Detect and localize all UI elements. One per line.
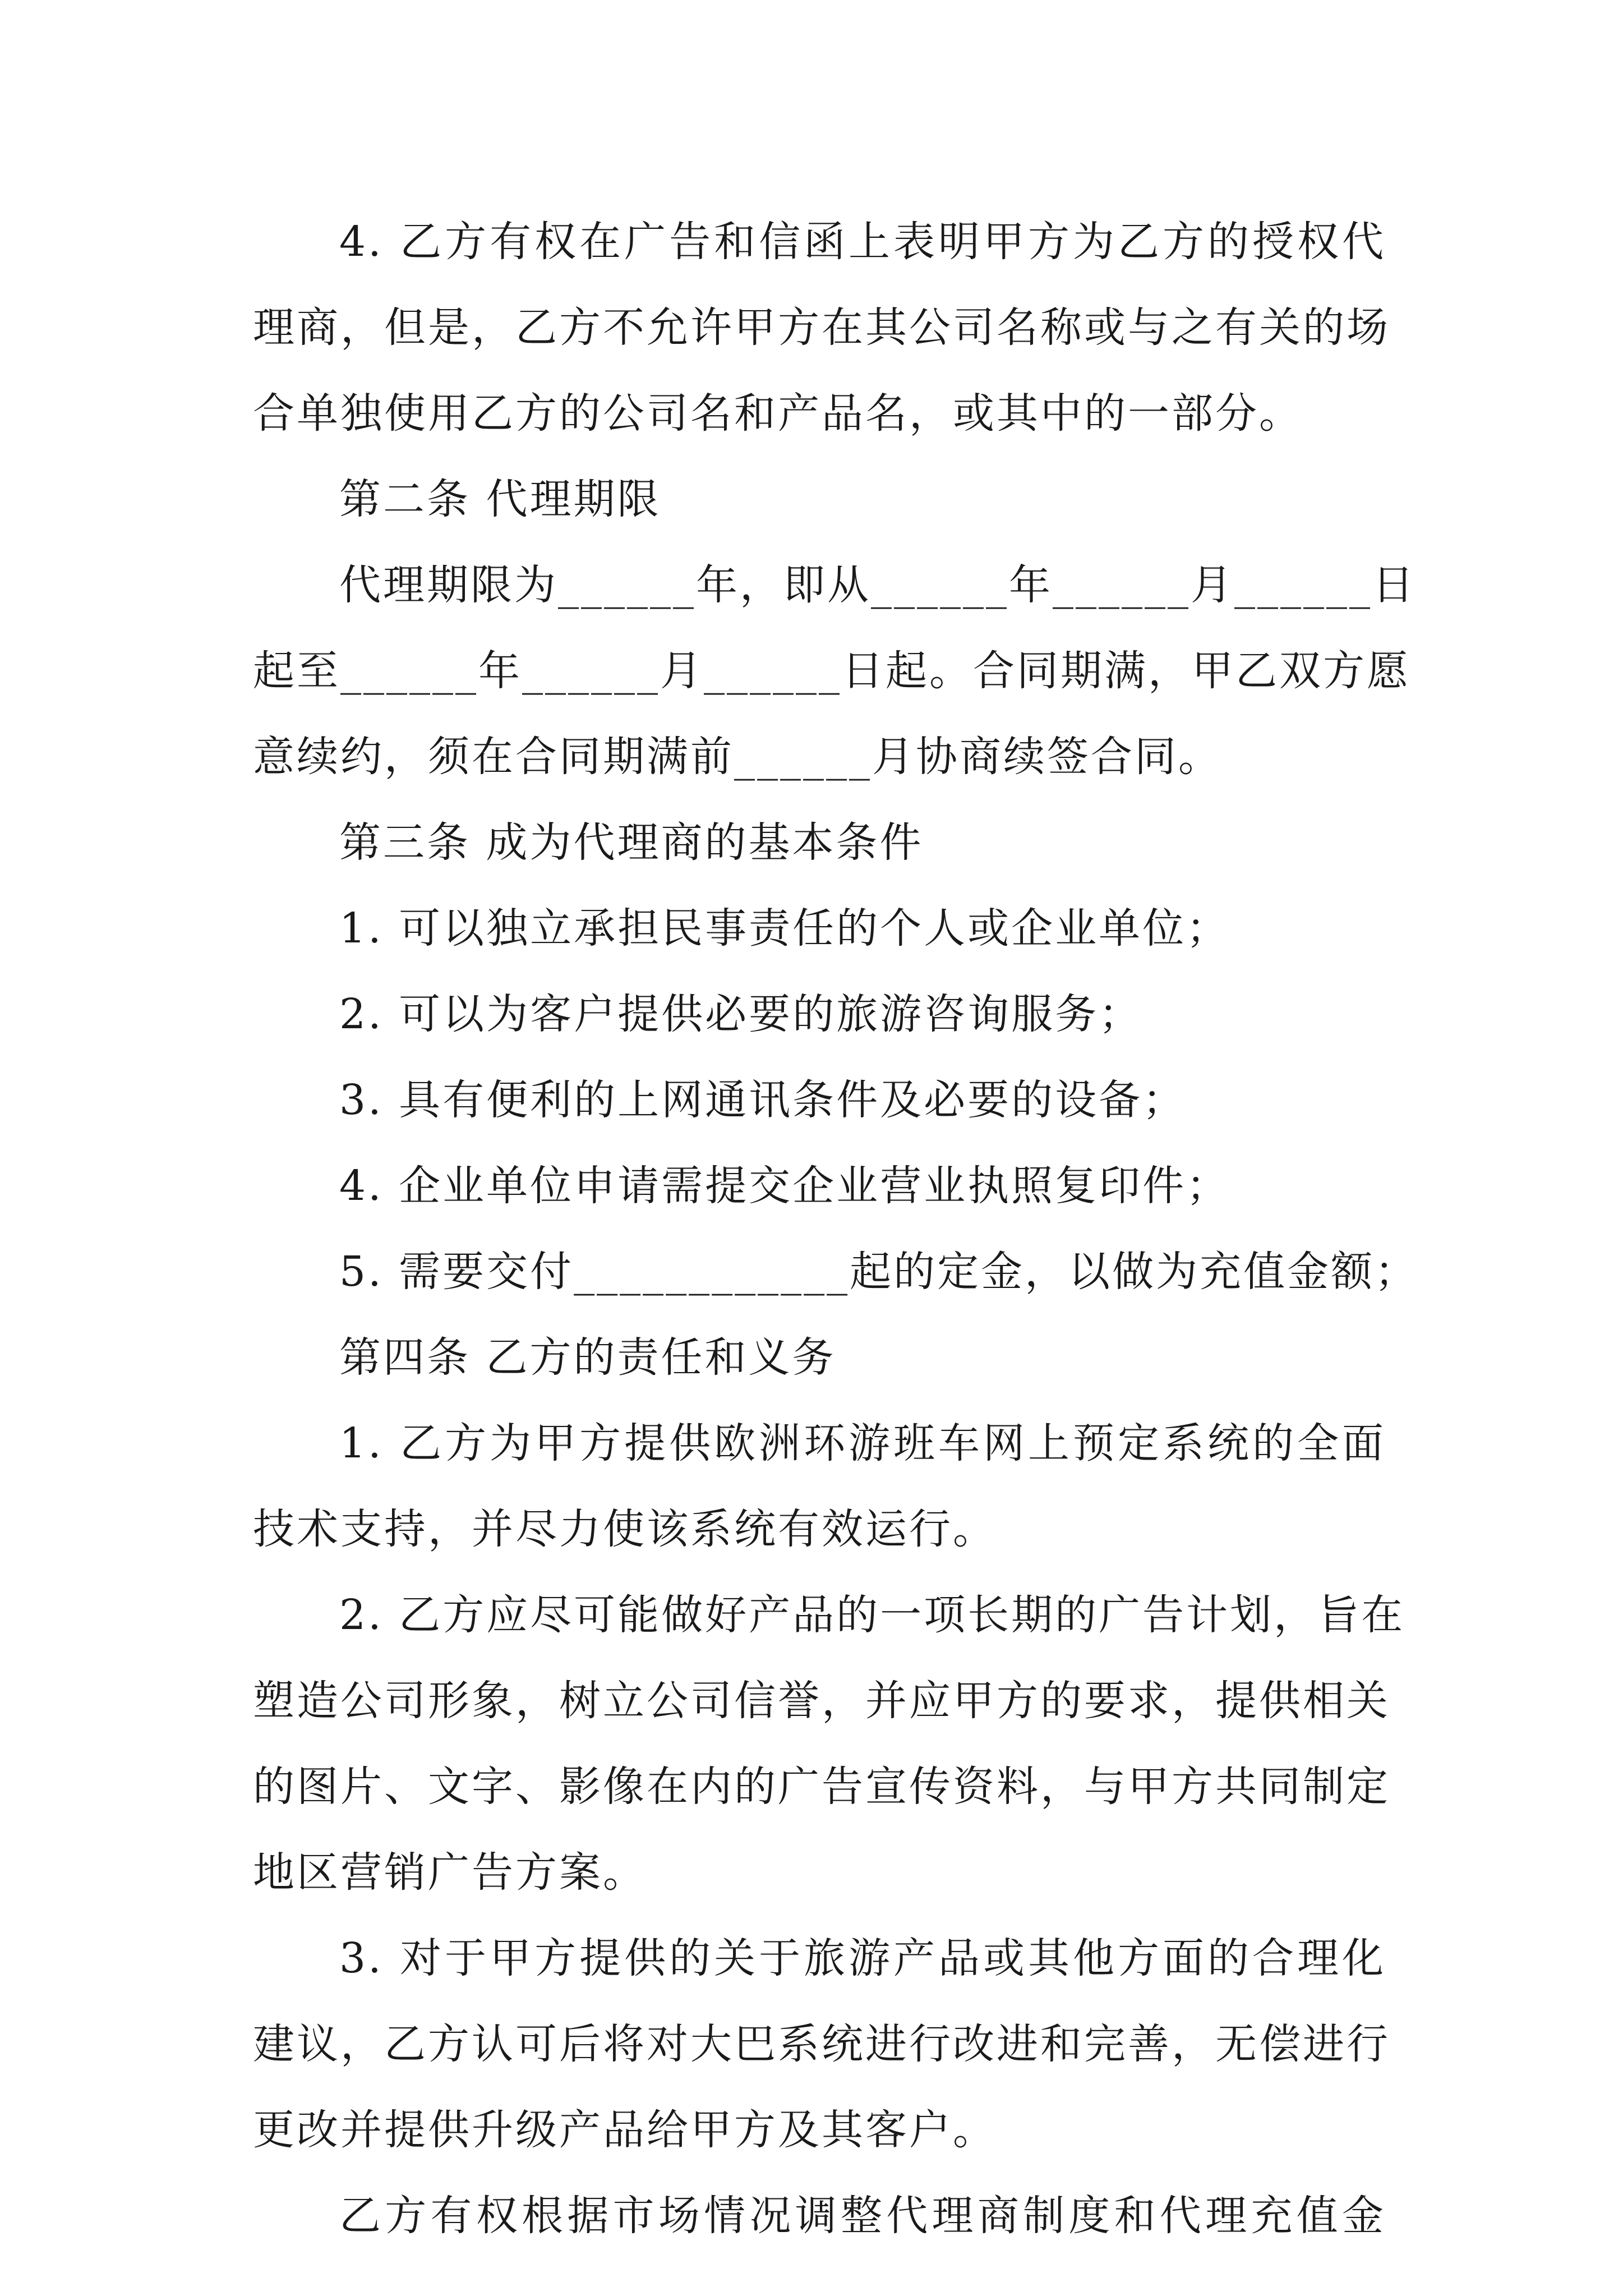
paragraph-line: 技术支持，并尽力使该系统有效运行。 (253, 1505, 997, 1553)
paragraph-line: 意续约，须在合同期满前______月协商续签合同。 (253, 733, 1222, 781)
list-item: 4. 企业单位申请需提交企业营业执照复印件； (339, 1162, 1230, 1210)
paragraph-line: 4. 乙方有权在广告和信函上表明甲方为乙方的授权代 (339, 218, 1386, 266)
paragraph-line: 代理期限为______年，即从______年______月______日 (339, 561, 1416, 609)
section-heading: 第四条 乙方的责任和义务 (339, 1333, 836, 1382)
paragraph-line: 理商，但是，乙方不允许甲方在其公司名称或与之有关的场 (253, 303, 1390, 352)
paragraph-line: 起至______年______月______日起。合同期满，甲乙双方愿 (253, 647, 1410, 695)
paragraph-line: 乙方有权根据市场情况调整代理商制度和代理充值金 (339, 2192, 1386, 2240)
paragraph-line: 建议，乙方认可后将对大巴系统进行改进和完善，无偿进行 (253, 2020, 1390, 2068)
paragraph-line: 3. 对于甲方提供的关于旅游产品或其他方面的合理化 (339, 1934, 1386, 1982)
paragraph-line: 1. 乙方为甲方提供欧洲环游班车网上预定系统的全面 (339, 1419, 1386, 1467)
paragraph-line: 塑造公司形象，树立公司信誉，并应甲方的要求，提供相关 (253, 1677, 1390, 1725)
list-item: 1. 可以独立承担民事责任的个人或企业单位； (339, 904, 1230, 953)
paragraph-line: 更改并提供升级产品给甲方及其客户。 (253, 2106, 997, 2154)
document-body (253, 199, 1419, 2259)
list-item: 3. 具有便利的上网通讯条件及必要的设备； (339, 1076, 1187, 1124)
section-heading: 第二条 代理期限 (339, 475, 661, 523)
paragraph-line: 合单独使用乙方的公司名和产品名，或其中的一部分。 (253, 389, 1303, 438)
section-heading: 第三条 成为代理商的基本条件 (339, 818, 924, 867)
paragraph-line: 2. 乙方应尽可能做好产品的一项长期的广告计划，旨在 (339, 1591, 1405, 1639)
list-item: 5. 需要交付____________起的定金，以做为充值金额； (339, 1248, 1419, 1296)
paragraph-line: 地区营销广告方案。 (253, 1848, 647, 1897)
list-item: 2. 可以为客户提供必要的旅游咨询服务； (339, 990, 1143, 1038)
paragraph-line: 的图片、文字、影像在内的广告宣传资料，与甲方共同制定 (253, 1763, 1390, 1811)
